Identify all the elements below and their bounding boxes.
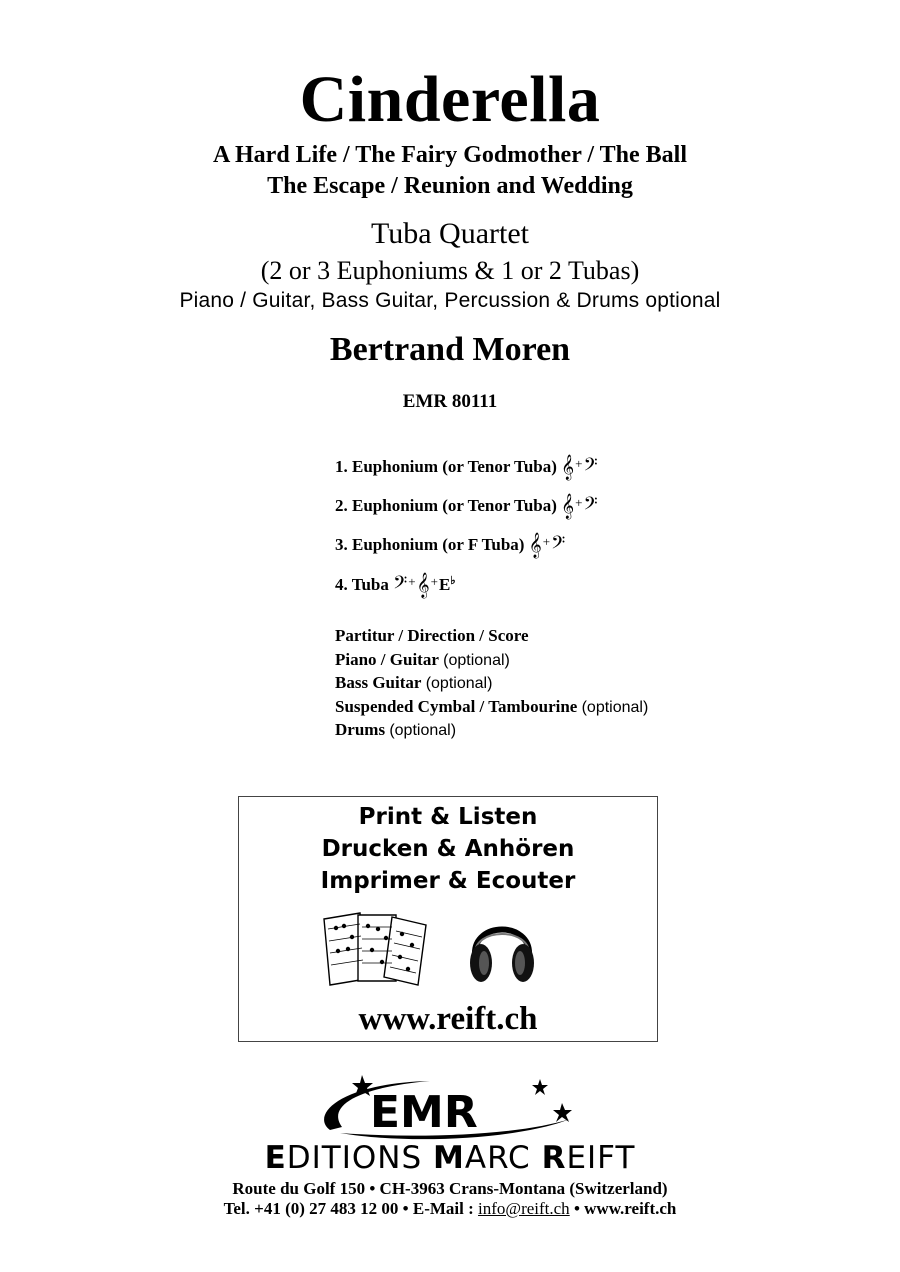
sheet-music-icon: [322, 907, 432, 987]
extra-name: Partitur / Direction / Score: [335, 626, 529, 645]
ensemble: Tuba Quartet: [370, 217, 530, 250]
extra-name: Piano / Guitar: [335, 649, 439, 669]
plus-sign: +: [575, 495, 583, 510]
part-label: 2. Euphonium (or Tenor Tuba): [335, 496, 557, 515]
part-label: 1. Euphonium (or Tenor Tuba): [335, 457, 557, 476]
treble-clef-icon: 𝄞: [528, 533, 542, 558]
print-listen-box: [238, 796, 658, 1042]
catalog-number: EMR 80111: [402, 391, 498, 412]
extra-item: [335, 696, 815, 720]
emr-logo: [300, 1075, 590, 1145]
flat-sign: ♭: [450, 575, 456, 587]
publisher-name: [0, 1140, 900, 1176]
plus-sign: +: [542, 534, 551, 549]
extra-name: Drums: [335, 720, 386, 739]
bass-clef-icon: 𝄢: [583, 455, 598, 480]
extras-list: [335, 625, 815, 743]
treble-clef-icon: 𝄞: [416, 573, 430, 598]
publisher-word: EIFT: [566, 1140, 636, 1176]
publisher-initial: R: [541, 1140, 567, 1176]
publisher-contact: [0, 1198, 900, 1220]
bass-clef-icon: 𝄢: [583, 494, 598, 519]
headphones-icon: [467, 907, 537, 987]
website-link[interactable]: www.reift.ch: [358, 1001, 538, 1037]
part-item: [335, 567, 755, 606]
contact-prefix: Tel. +41 (0) 27 483 12 00 • E-Mail :: [223, 1199, 479, 1218]
extra-item: [335, 649, 815, 673]
part-item: [335, 450, 755, 489]
extra-note: (optional): [389, 722, 457, 739]
ensemble-note: (2 or 3 Euphoniums & 1 or 2 Tubas): [260, 256, 640, 285]
logo-text: EMR: [370, 1087, 478, 1138]
publisher-word: ARC: [464, 1140, 542, 1176]
movement-line-2: The Escape / Reunion and Wedding: [267, 173, 633, 199]
promo-line-3: Imprimer & Ecouter: [320, 868, 576, 894]
extra-note: (optional): [443, 651, 510, 669]
plus-sign: +: [408, 574, 416, 589]
extra-item: [335, 625, 815, 649]
extra-name: Bass Guitar: [335, 673, 422, 692]
part-item: [335, 489, 755, 528]
part-label: 3. Euphonium (or F Tuba): [335, 535, 525, 554]
extra-note: (optional): [581, 698, 649, 716]
publisher-initial: E: [264, 1140, 287, 1176]
contact-suffix: • www.reift.ch: [569, 1199, 677, 1218]
bass-clef-icon: 𝄢: [551, 533, 566, 558]
email-link[interactable]: info@reift.ch: [478, 1199, 570, 1218]
extra-note: (optional): [425, 675, 493, 692]
extra-name: Suspended Cymbal / Tambourine: [335, 696, 578, 716]
treble-clef-icon: 𝄞: [561, 494, 575, 519]
parts-list: [335, 450, 755, 606]
composer: Bertrand Moren: [329, 331, 571, 368]
extra-item: [335, 672, 815, 696]
part-item: [335, 528, 755, 567]
publisher-initial: M: [433, 1140, 465, 1176]
bass-clef-icon: 𝄢: [393, 573, 408, 598]
extra-item: [335, 719, 815, 743]
page-title: Cinderella: [299, 63, 601, 136]
plus-sign: +: [430, 574, 438, 589]
part-label: 4. Tuba: [335, 575, 389, 594]
promo-line-2: Drucken & Anhören: [321, 836, 575, 862]
movement-line-1: A Hard Life / The Fairy Godmother / The Ball: [212, 142, 688, 168]
optional-instruments: Piano / Guitar, Bass Guitar, Percussion & Drums optional: [179, 289, 721, 312]
publisher-word: DITIONS: [286, 1140, 433, 1176]
e-flat-key: E: [439, 575, 451, 594]
publisher-address: Route du Golf 150 • CH-3963 Crans-Montana (Switzerland): [232, 1179, 668, 1198]
promo-line-1: Print & Listen: [358, 804, 538, 830]
treble-clef-icon: 𝄞: [561, 455, 575, 480]
plus-sign: +: [575, 456, 583, 471]
